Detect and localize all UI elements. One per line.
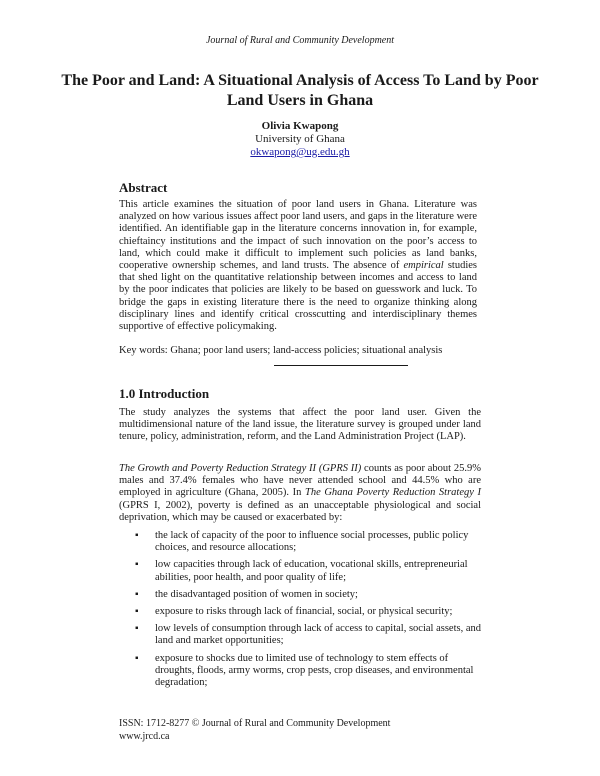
author-name: Olivia Kwapong [261,120,339,132]
article-title: The Poor and Land: A Situational Analysis of Access To Land by Poor Land Users in Ghana [61,72,539,109]
list-item [0,653,485,690]
keywords: Key words: Ghana; poor land users; land-access policies; situational analysis [119,345,443,356]
list-item [0,530,485,554]
abstract-text-part2: studies that shed light on the quantitative relationship between incomes and access to land by the poor indicates that policies are likely to be based on guesswork and luck. To bridge the gaps in existing literature there is the need to organize thinking along disciplinary lines and identify critical crosscutting and interdisciplinary themes supportive of effective policymaking. [119,260,477,333]
section-divider [274,365,408,366]
bullet-icon: ▪ [135,530,139,541]
bullet-icon: ▪ [135,588,139,600]
gprs1-title: The Ghana Poverty Reduction Strategy I [305,487,481,499]
list-item [0,606,485,618]
list-item-text: exposure to shocks due to limited use of technology to stem effects of droughts, floods, army worms, crop pests, crop diseases, and environmental degradation; [155,652,474,689]
abstract-heading: Abstract [119,180,168,195]
list-item-text: low capacities through lack of education, vocational skills, entrepreneurial abilities, poor health, and poor quality of life; [155,559,468,583]
bullet-icon: ▪ [135,623,139,635]
list-item [0,559,485,583]
abstract-text-part1: This article examines the situation of poor land users in Ghana. Literature was analyzed on how various issues affect poor land users, and gaps in the literature were identified. An identifiable gap in the literature concerns innovation in, for example, chieftaincy institutions and the impact of such innovation on the poor’s access to land, which could make it difficult to implement such policies as land banks, cooperative ownership schemes, and land trusts. The absence of [119,199,477,272]
list-item-text: the disadvantaged position of women in society; [155,588,358,600]
footer-issn: ISSN: 1712-8277 © Journal of Rural and Community Development [119,718,391,729]
page-footer [119,718,390,743]
introduction-paragraph-2 [119,463,481,524]
paragraph-2-text-2: (GPRS I, 2002), poverty is defined as an unacceptable physiological and social deprivation, which may be caused or exacerbated by: [119,499,481,523]
footer-website-link[interactable]: www.jrcd.ca [119,730,170,742]
abstract-emphasis: empirical [403,260,444,272]
bullet-icon: ▪ [135,606,139,618]
deprivation-causes-list [0,530,600,694]
author-email-link[interactable]: okwapong@ug.edu.gh [250,146,350,158]
list-item [0,589,485,601]
author-block [0,120,600,159]
abstract-body [119,199,477,333]
list-item [0,623,485,647]
bullet-icon: ▪ [135,652,139,664]
list-item-text: the lack of capacity of the poor to influence social processes, public policy choices, and resource allocations; [155,530,469,554]
introduction-heading: 1.0 Introduction [119,386,210,401]
running-head: Journal of Rural and Community Development [205,35,395,46]
list-item-text: exposure to risks through lack of financial, social, or physical security; [155,606,453,618]
author-affiliation: University of Ghana [255,133,345,145]
paragraph-2-text-1: counts as poor about 25.9% males and 37.4% females who have never attended school and 44.5% who are employed in agriculture (Ghana, 2005). In [119,463,481,499]
introduction-paragraph-1: The study analyzes the systems that affect the poor land user. Given the multidimensional nature of the land issue, the literature survey is grouped under land tenure, policy, administration, reform, and the Land Administration Project (LAP). [119,407,481,443]
bullet-icon: ▪ [135,559,139,571]
gprs2-title: The Growth and Poverty Reduction Strategy II (GPRS II) [119,463,362,474]
list-item-text: low levels of consumption through lack of access to capital, social assets, and land and market opportunities; [155,623,481,647]
